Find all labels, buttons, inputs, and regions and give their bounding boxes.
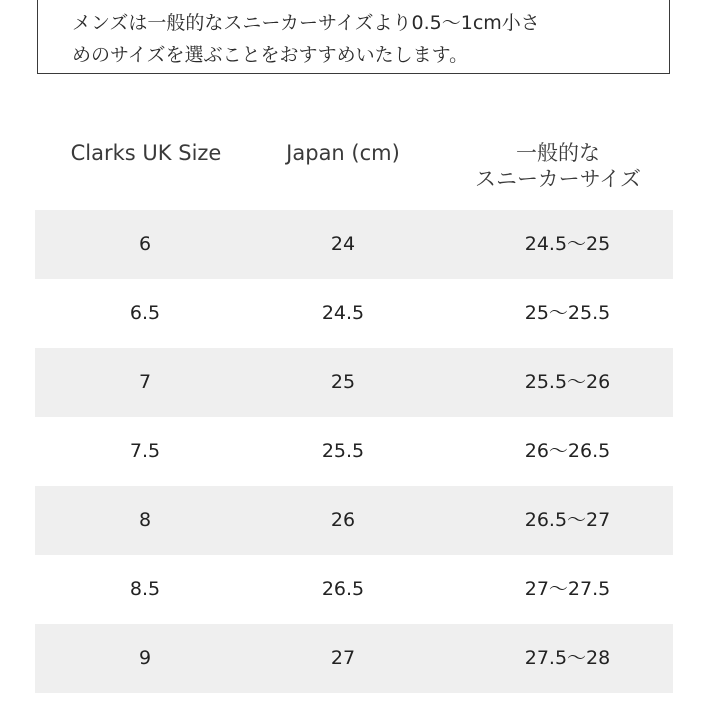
table-row <box>35 348 673 417</box>
table-header-row <box>35 130 673 210</box>
sizing-note-line-2: めのサイズを選ぶことをおすすめいたします。 <box>72 44 469 66</box>
table-row <box>35 210 673 279</box>
table-row <box>35 555 673 624</box>
cell-japan-size: 26.5 <box>321 578 365 600</box>
header-general-line-1: 一般的な <box>516 141 600 165</box>
cell-uk-size: 7.5 <box>129 440 161 462</box>
sizing-note-box <box>37 0 670 74</box>
header-clarks-uk-size: Clarks UK Size <box>70 141 222 165</box>
sizing-note-line-1: メンズは一般的なスニーカーサイズより0.5〜1cm小さ <box>72 12 540 34</box>
cell-japan-size: 24 <box>330 233 356 255</box>
cell-uk-size: 6 <box>138 233 152 255</box>
cell-general-size: 25〜25.5 <box>524 302 611 324</box>
header-general-line-2: スニーカーサイズ <box>475 167 641 191</box>
cell-general-size: 25.5〜26 <box>524 371 611 393</box>
table-row <box>35 624 673 693</box>
cell-general-size: 26〜26.5 <box>524 440 611 462</box>
cell-uk-size: 6.5 <box>129 302 161 324</box>
header-japan-cm: Japan (cm) <box>286 141 400 165</box>
table-row <box>35 279 673 348</box>
cell-japan-size: 26 <box>330 509 356 531</box>
size-conversion-table <box>35 130 673 693</box>
cell-general-size: 26.5〜27 <box>524 509 611 531</box>
cell-general-size: 24.5〜25 <box>524 233 611 255</box>
cell-uk-size: 7 <box>138 371 152 393</box>
cell-uk-size: 8.5 <box>129 578 161 600</box>
table-row <box>35 417 673 486</box>
cell-uk-size: 9 <box>138 647 152 669</box>
cell-japan-size: 27 <box>330 647 356 669</box>
cell-uk-size: 8 <box>138 509 152 531</box>
cell-japan-size: 25.5 <box>321 440 365 462</box>
cell-general-size: 27.5〜28 <box>524 647 611 669</box>
header-general-sneaker-size <box>443 140 673 192</box>
table-row <box>35 486 673 555</box>
cell-japan-size: 24.5 <box>321 302 365 324</box>
cell-general-size: 27〜27.5 <box>524 578 611 600</box>
cell-japan-size: 25 <box>330 371 356 393</box>
